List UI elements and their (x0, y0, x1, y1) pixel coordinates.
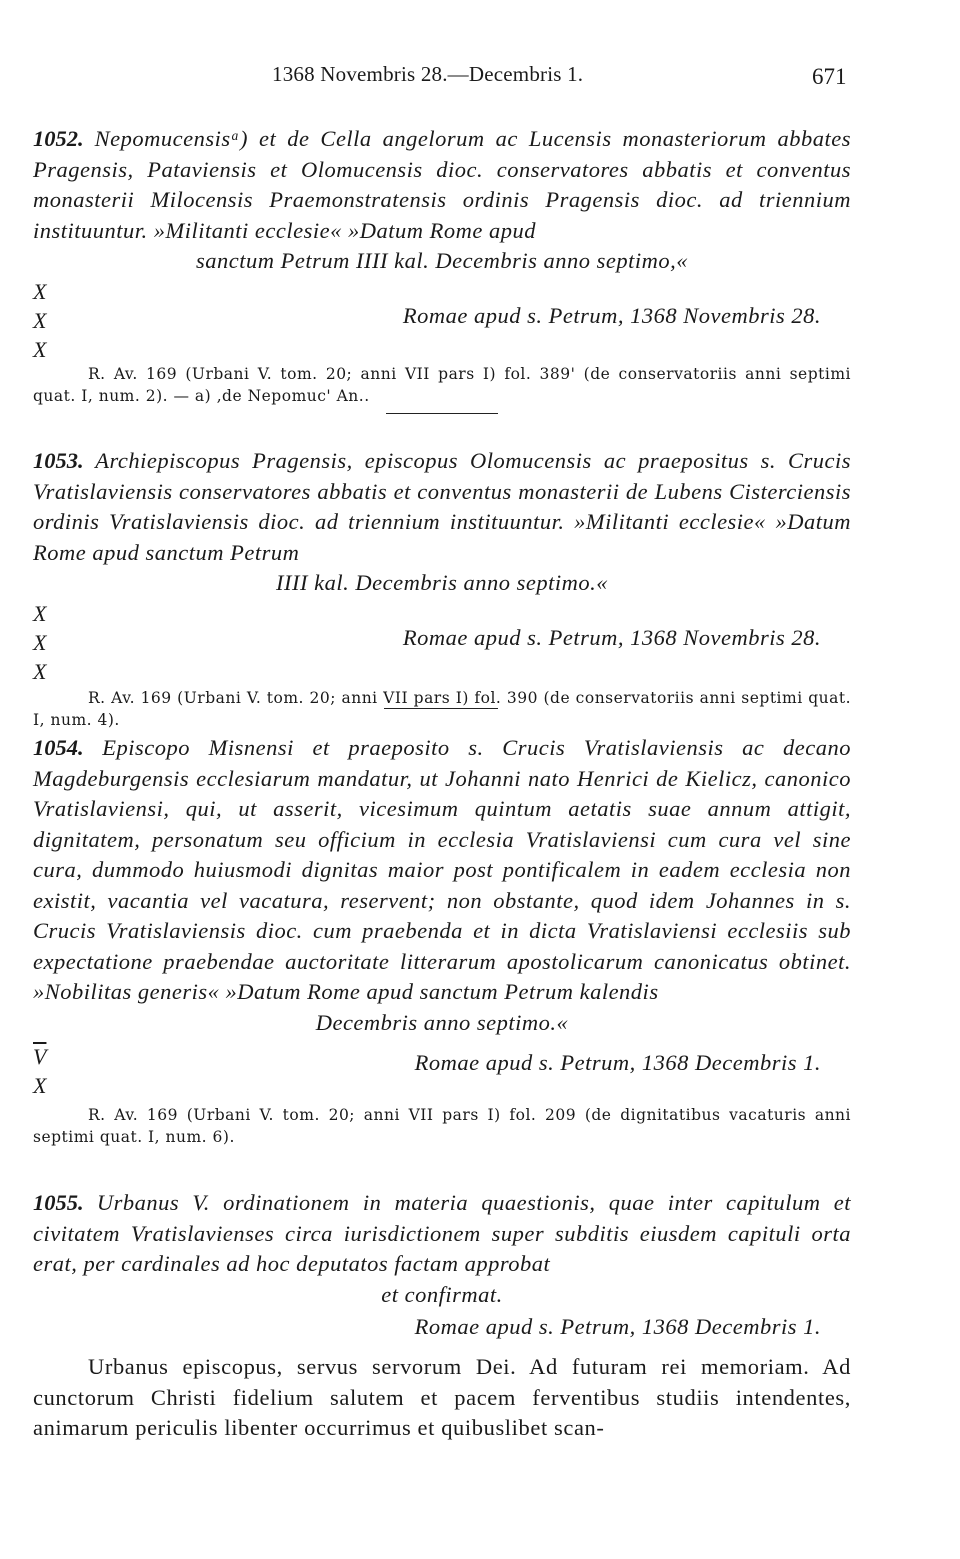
tax-mark: X (33, 336, 47, 362)
entry-1055 (33, 1188, 851, 1444)
regest-last-line: IIII kal. Decembris anno septimo.« (276, 570, 608, 595)
source-note: R. Av. 169 (Urbani V. tom. 20; anni VII pars I) fol. 390 (de conservatoriis anni septimi quat. I, num. 4). (33, 688, 851, 729)
regest (33, 124, 851, 246)
tax-mark: X (33, 278, 47, 304)
tax-mark: X (33, 307, 47, 333)
regest (33, 446, 851, 568)
regest-last-line: et confirmat. (381, 1281, 503, 1307)
tax-mark: $\overline{V}$ (33, 1044, 47, 1069)
entry-number: 1052. (33, 126, 84, 151)
tax-mark: X (33, 600, 47, 626)
tax-dating-block (33, 599, 851, 687)
tax-mark: X (33, 658, 47, 684)
charter-text: Urbanus episcopus, servus servorum Dei. Ad futuram rei memoriam. Ad cunctorum Christi fidelium salutem et pacem ferventibus studiis intendentes, animarum periculis libenter occurrimus et quibuslibet scan- (33, 1354, 851, 1440)
regest-text: Episcopo Misnensi et praeposito s. Crucis Vratislaviensis ac decano Magdeburgensis ecclesiarum mandatur, ut Johanni nato Henrici de Kielicz, canonico Vratislaviensi, qui, ut asserit, vicesimum quintum aetatis suae annum attigit, dignitatem, personatum seu officium in ecclesia Vratislaviensi cum cura vel sine cura, dummodo huiusmodi dignitas maior post pontificalem in eadem ecclesia non existit, vacantia vel vacatura, reservent; non obstante, quod idem Johannes in s. Crucis Vratislaviensis dioc. cum praebenda et in dicta Vratislaviensi ecclesiis sub expectatione praebendae auctoritate litterarum apostolicarum canonicatus obtinet. »Nobilitas generis« »Datum Rome apud sanctum Petrum kalendis (33, 735, 851, 1004)
entry-1053 (33, 446, 851, 731)
tax-mark: X (33, 1073, 47, 1098)
tax-mark: X (33, 629, 47, 655)
regest-last-line: Decembris anno septimo.« (315, 1009, 569, 1035)
regest (33, 733, 851, 1008)
separator-rule (386, 413, 498, 414)
running-head: 1368 Novembris 28.—Decembris 1. (272, 62, 584, 86)
regest-text: Archiepiscopus Pragensis, episcopus Olomucensis ac praepositus s. Crucis Vratislaviensis conservatores abbatis et conventus monasterii de Lubens Cisterciensis ordinis Vratislaviensis dioc. ad triennium instituuntur. »Militanti ecclesie« »Datum Rome apud sanctum Petrum (33, 448, 852, 565)
entry-1052 (33, 124, 851, 407)
source-note: R. Av. 169 (Urbani V. tom. 20; anni VII pars I) fol. 389' (de conservatoriis anni septimi quat. I, num. 2). — a) ‚de Nepomuc' An.. (33, 364, 851, 405)
tax-marks (33, 1042, 46, 1100)
regest (33, 1188, 851, 1280)
source-note: R. Av. 169 (Urbani V. tom. 20; anni VII pars I) fol. 209 (de dignitatibus vacaturis anni septimi quat. I, num. 6). (33, 1106, 851, 1146)
separator-rule (384, 708, 498, 709)
tax-marks (33, 599, 46, 686)
dating-block (33, 1310, 851, 1350)
entry-1054 (33, 733, 851, 1148)
regest-text: Urbanus V. ordinationem in materia quaestionis, quae inter capitulum et civitatem Vratislavienses circa iurisdictionem super subditis eiusdem capituli orta erat, per cardinales ad hoc deputatos factam approbat (33, 1190, 851, 1276)
page-header (0, 62, 960, 92)
entry-number: 1053. (33, 448, 84, 473)
tax-dating-block (33, 277, 851, 363)
regest-last-line: sanctum Petrum IIII kal. Decembris anno septimo,« (196, 248, 688, 273)
regest-text: Nepomucensisᵃ) et de Cella angelorum ac Lucensis monasteriorum abbates Pragensis, Pataviensis et Olomucensis dioc. conservatores abbatis et conventus monasterii Milocensis Praemonstratensis ordinis Pragensis dioc. ad triennium instituuntur. »Militanti ecclesie« »Datum Rome apud (33, 126, 852, 243)
tax-dating-block (33, 1038, 851, 1104)
page-number: 671 (812, 64, 847, 89)
tax-marks (33, 277, 46, 364)
dating-line: Romae apud s. Petrum, 1368 Decembris 1. (414, 1050, 821, 1075)
dating-line: Romae apud s. Petrum, 1368 Novembris 28. (402, 624, 821, 650)
entry-number: 1055. (33, 1190, 84, 1215)
entry-number: 1054. (33, 735, 84, 760)
dating-line: Romae apud s. Petrum, 1368 Decembris 1. (414, 1314, 821, 1339)
dating-line: Romae apud s. Petrum, 1368 Novembris 28. (402, 302, 821, 328)
